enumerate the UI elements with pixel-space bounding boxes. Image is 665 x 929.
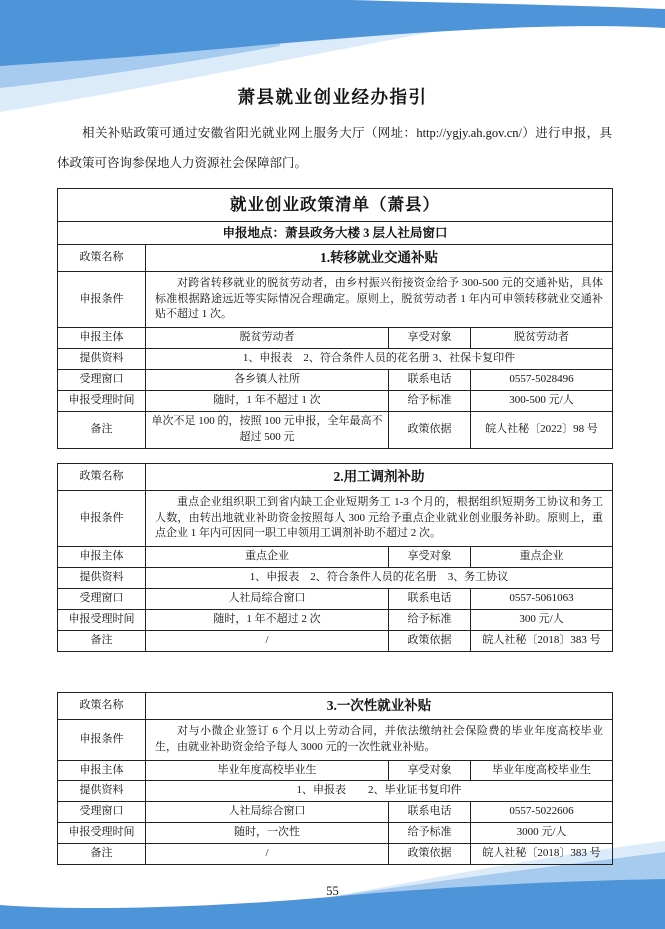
beneficiary-label: 享受对象	[389, 760, 471, 781]
window-value: 人社局综合窗口	[146, 589, 389, 610]
table-row	[58, 349, 613, 370]
remark-label: 备注	[58, 844, 146, 865]
standard-value: 300 元/人	[471, 610, 613, 631]
basis-value: 皖人社秘〔2022〕98 号	[471, 412, 613, 449]
applicant-label: 申报主体	[58, 328, 146, 349]
standard-label: 给予标准	[389, 391, 471, 412]
table-row	[58, 547, 613, 568]
list-location: 申报地点：萧县政务大楼 3 层人社局窗口	[58, 221, 613, 244]
window-value: 人社局综合窗口	[146, 802, 389, 823]
window-value: 各乡镇人社所	[146, 370, 389, 391]
table-row	[58, 823, 613, 844]
beneficiary-value: 脱贫劳动者	[471, 328, 613, 349]
remark-value: /	[146, 631, 389, 652]
intro-paragraph: 相关补贴政策可通过安徽省阳光就业网上服务大厅（网址：http://ygjy.ah.gov.cn/）进行申报，具体政策可咨询参保地人力资源社会保障部门。	[57, 126, 612, 170]
time-value: 随时，1 年不超过 2 次	[146, 610, 389, 631]
materials-label: 提供资料	[58, 781, 146, 802]
conditions-value: 对跨省转移就业的脱贫劳动者，由乡村振兴衔接资金给予 300-500 元的交通补贴，具体标准根据路途远近等实际情况合理确定。原则上，脱贫劳动者 1 年内可申领转移就业交通补贴不超过 1 次。	[146, 271, 613, 328]
materials-value: 1、申报表 2、符合条件人员的花名册 3、务工协议	[146, 568, 613, 589]
policy-name-value: 3.一次性就业补贴	[146, 693, 613, 720]
table-row	[58, 412, 613, 449]
beneficiary-label: 享受对象	[389, 328, 471, 349]
phone-label: 联系电话	[389, 370, 471, 391]
policy-table-1	[57, 188, 613, 449]
page-number: 55	[326, 884, 339, 898]
applicant-value: 毕业年度高校毕业生	[146, 760, 389, 781]
beneficiary-value: 毕业年度高校毕业生	[471, 760, 613, 781]
phone-value: 0557-5061063	[471, 589, 613, 610]
table-row	[58, 802, 613, 823]
standard-label: 给予标准	[389, 823, 471, 844]
time-value: 随时，1 年不超过 1 次	[146, 391, 389, 412]
time-label: 申报受理时间	[58, 610, 146, 631]
phone-value: 0557-5028496	[471, 370, 613, 391]
table-row	[58, 464, 613, 491]
policy-name-label: 政策名称	[58, 693, 146, 720]
table-row	[58, 221, 613, 244]
content-area	[57, 188, 612, 865]
conditions-value: 对与小微企业签订 6 个月以上劳动合同，并依法缴纳社会保险费的毕业年度高校毕业生，由就业补助资金给予每人 3000 元的一次性就业补贴。	[146, 719, 613, 760]
table-row	[58, 844, 613, 865]
policy-name-label: 政策名称	[58, 245, 146, 272]
table-row	[58, 610, 613, 631]
table-row	[58, 719, 613, 760]
table-row	[58, 631, 613, 652]
standard-label: 给予标准	[389, 610, 471, 631]
applicant-value: 脱贫劳动者	[146, 328, 389, 349]
table-row	[58, 693, 613, 720]
phone-label: 联系电话	[389, 589, 471, 610]
table-row	[58, 391, 613, 412]
applicant-value: 重点企业	[146, 547, 389, 568]
beneficiary-label: 享受对象	[389, 547, 471, 568]
window-label: 受理窗口	[58, 370, 146, 391]
standard-value: 300-500 元/人	[471, 391, 613, 412]
materials-label: 提供资料	[58, 349, 146, 370]
policy-table-3	[57, 692, 613, 865]
remark-value: /	[146, 844, 389, 865]
table-row	[58, 245, 613, 272]
window-label: 受理窗口	[58, 589, 146, 610]
table-row	[58, 760, 613, 781]
phone-value: 0557-5022606	[471, 802, 613, 823]
table-row	[58, 189, 613, 222]
policy-name-label: 政策名称	[58, 464, 146, 491]
time-label: 申报受理时间	[58, 391, 146, 412]
table-row	[58, 490, 613, 547]
conditions-value: 重点企业组织职工到省内缺工企业短期务工 1-3 个月的，根据组织短期务工协议和务工人数，由转出地就业补助资金按照每人 300 元给予重点企业就业创业服务补助。原则上，重点企业 1 年内可因同一职工申领用工调剂补助不超过 2 次。	[146, 490, 613, 547]
table-row	[58, 370, 613, 391]
materials-value: 1、申报表 2、符合条件人员的花名册 3、社保卡复印件	[146, 349, 613, 370]
basis-value: 皖人社秘〔2018〕383 号	[471, 844, 613, 865]
applicant-label: 申报主体	[58, 760, 146, 781]
list-title: 就业创业政策清单（萧县）	[58, 189, 613, 222]
basis-label: 政策依据	[389, 631, 471, 652]
policy-name-value: 2.用工调剂补助	[146, 464, 613, 491]
remark-label: 备注	[58, 631, 146, 652]
table-row	[58, 271, 613, 328]
table-row	[58, 328, 613, 349]
materials-value: 1、申报表 2、毕业证书复印件	[146, 781, 613, 802]
applicant-label: 申报主体	[58, 547, 146, 568]
phone-label: 联系电话	[389, 802, 471, 823]
time-value: 随时，一次性	[146, 823, 389, 844]
page-title: 萧县就业创业经办指引	[237, 87, 428, 107]
standard-value: 3000 元/人	[471, 823, 613, 844]
policy-name-value: 1.转移就业交通补贴	[146, 245, 613, 272]
window-label: 受理窗口	[58, 802, 146, 823]
materials-label: 提供资料	[58, 568, 146, 589]
table-row	[58, 568, 613, 589]
basis-label: 政策依据	[389, 412, 471, 449]
beneficiary-value: 重点企业	[471, 547, 613, 568]
basis-label: 政策依据	[389, 844, 471, 865]
conditions-label: 申报条件	[58, 719, 146, 760]
table-row	[58, 589, 613, 610]
remark-value: 单次不足 100 的，按照 100 元申报，全年最高不超过 500 元	[146, 412, 389, 449]
policy-table-2	[57, 463, 613, 652]
basis-value: 皖人社秘〔2018〕383 号	[471, 631, 613, 652]
conditions-label: 申报条件	[58, 271, 146, 328]
time-label: 申报受理时间	[58, 823, 146, 844]
remark-label: 备注	[58, 412, 146, 449]
table-row	[58, 781, 613, 802]
conditions-label: 申报条件	[58, 490, 146, 547]
